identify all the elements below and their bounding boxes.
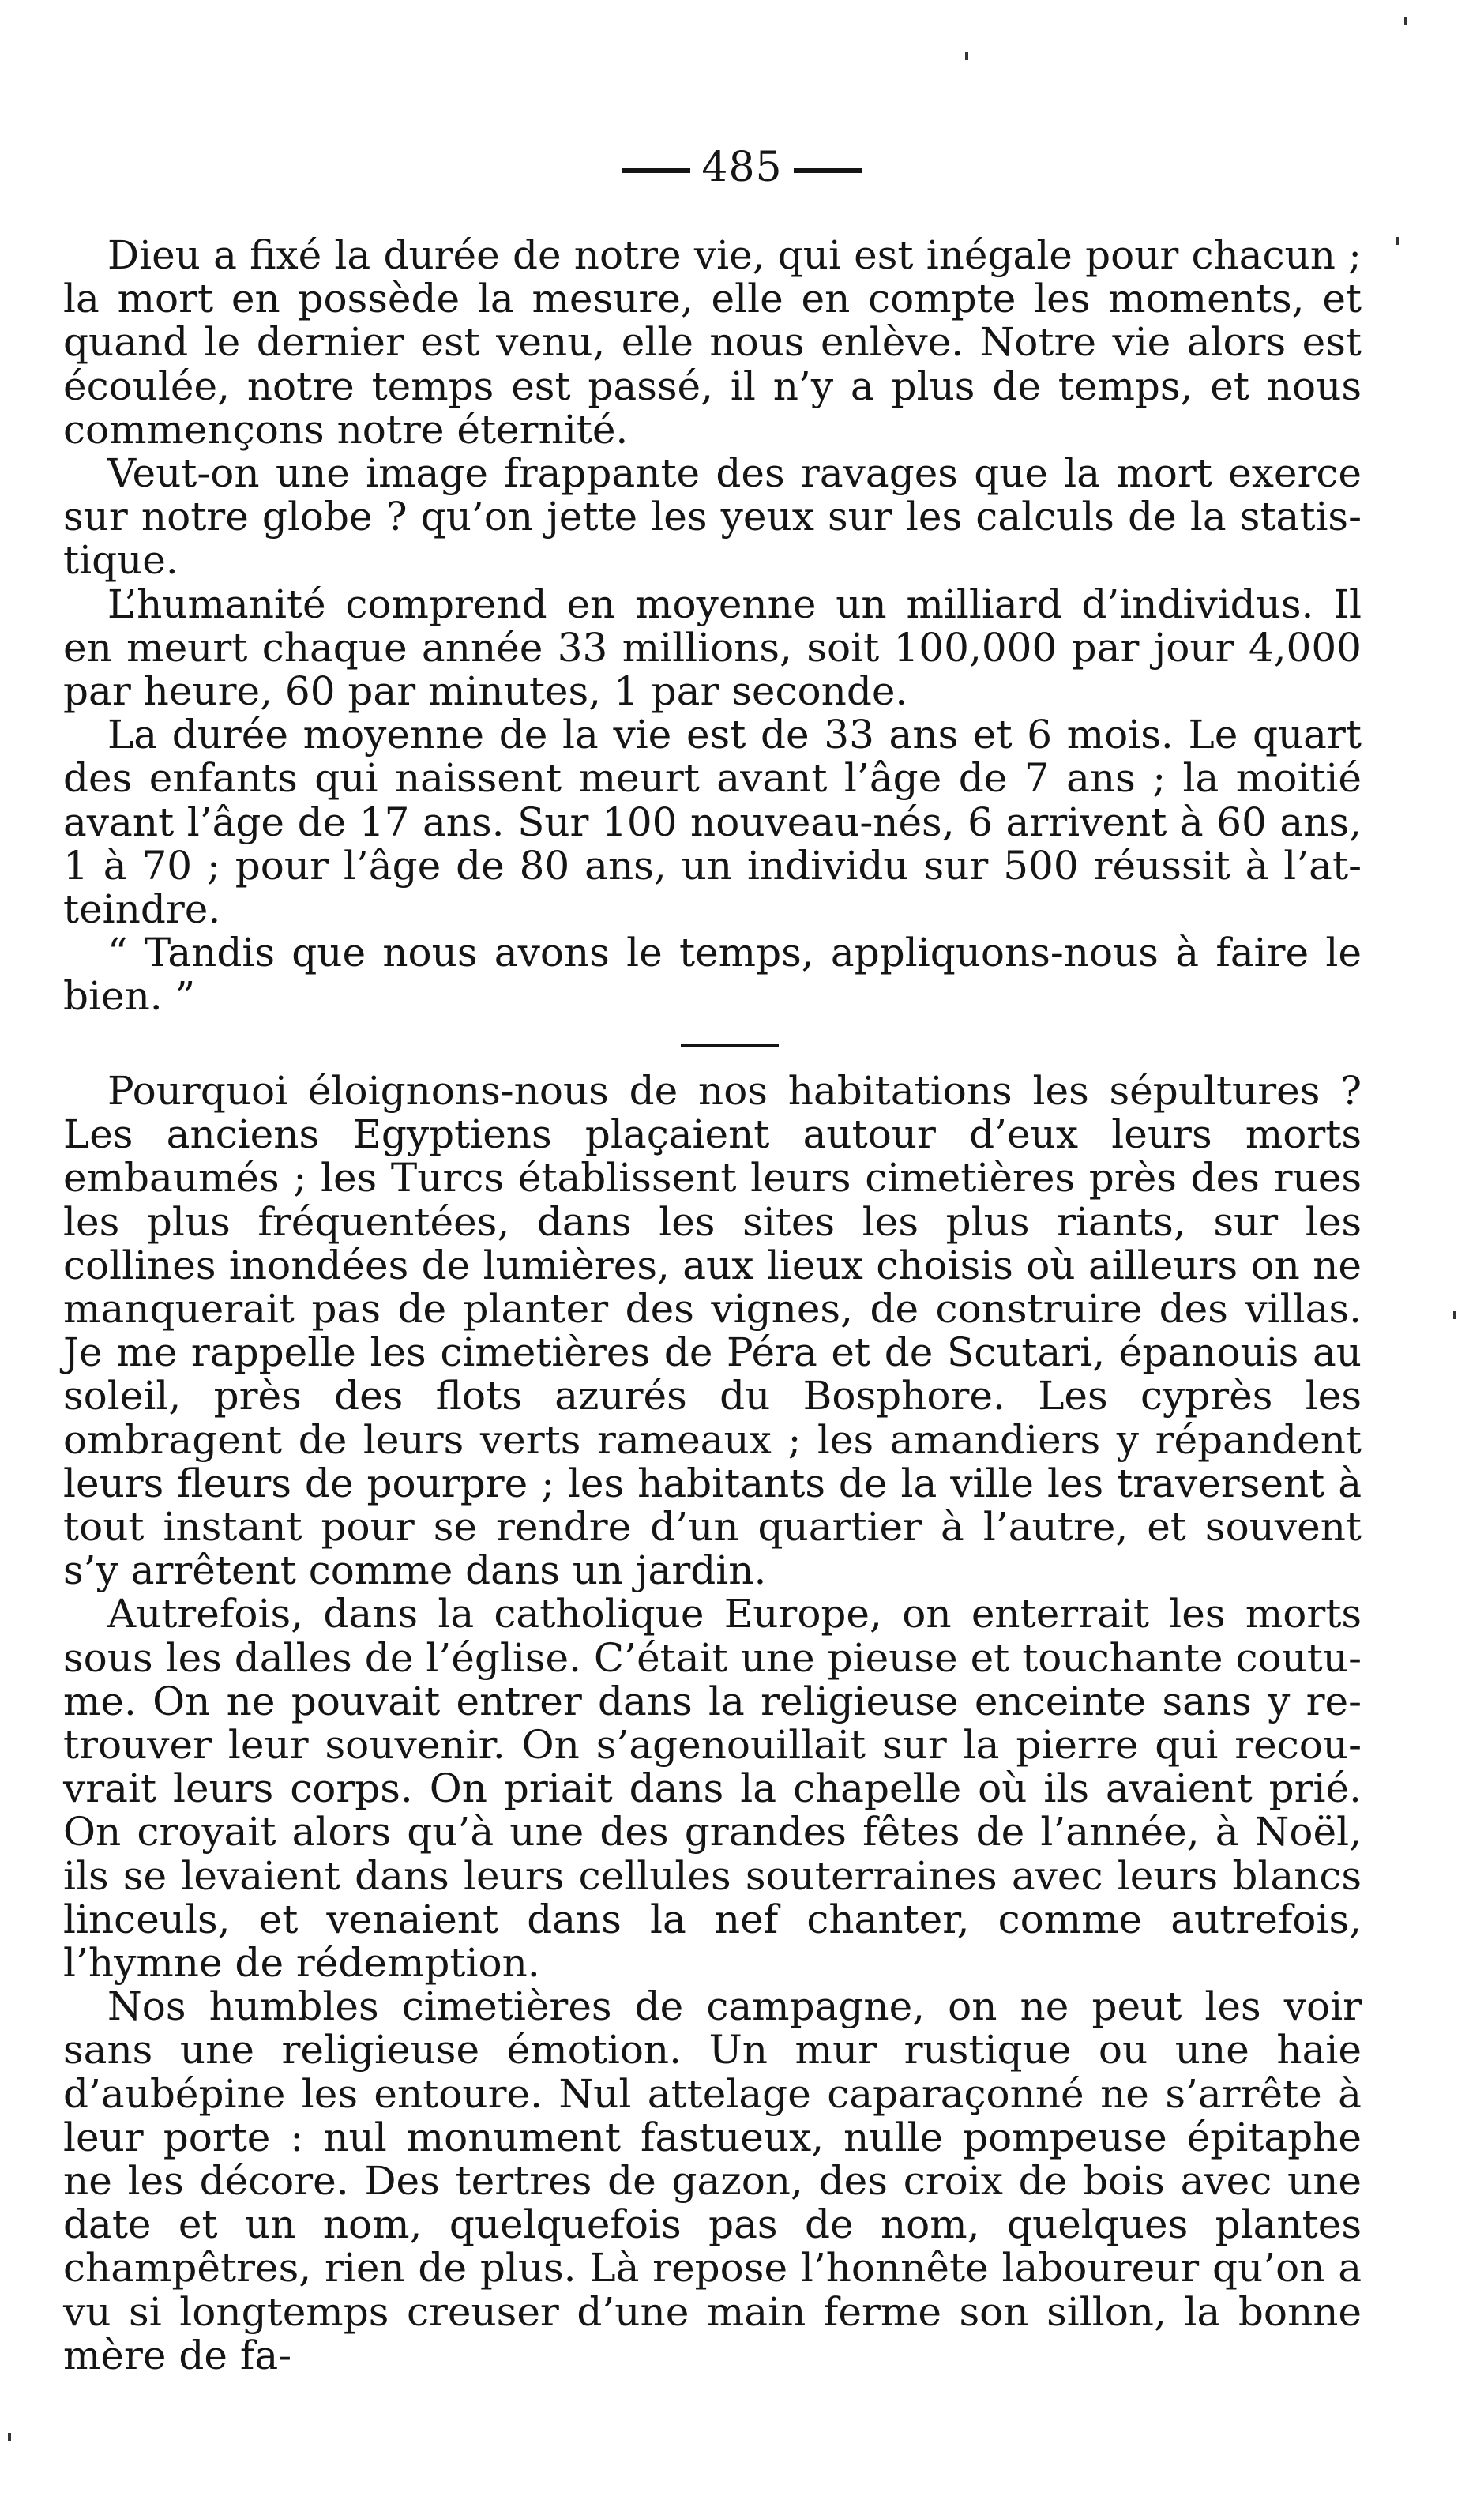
paragraph: Dieu a fixé la durée de notre vie, qui est inégale pour chacun ; la mort en possède la mesure, elle en compte les moments, et quand le dernier est venu, elle nous enlève. Notre vie alors est écoulée, notre temps est passé, il n’y a plus de temps, et nous commençons notre éternité. [63, 232, 1362, 453]
paragraph: L’humanité comprend en moyenne un milliard d’individus. Il en meurt chaque année 33 millions, soit 100,000 par jour 4,000 par heure, 60 par minutes, 1 par seconde. [63, 581, 1362, 715]
paragraph: Nos humbles cimetières de campagne, on ne peut les voir sans une religieuse émotion. Un mur rustique ou une haie d’aubépine les entoure. Nul attelage caparaçonné ne s’arrête à leur porte : nul monument fastueux, nulle pompeuse épitaphe ne les décore. Des tertres de gazon, des croix de bois avec une date et un nom, quelquefois pas de nom, quelques plantes champêtres, rien de plus. Là repose l’honnête laboureur qu’on a vu si longtemps creuser d’une main ferme son sillon, la bonne mère de fa- [63, 1983, 1362, 2378]
section-mortality [63, 234, 1362, 1019]
print-speck [1396, 237, 1399, 245]
paragraph: La durée moyenne de la vie est de 33 ans et 6 mois. Le quart des enfants qui naissent meurt avant l’âge de 7 ans ; la moitié avant l’âge de 17 ans. Sur 100 nouveau-nés, 6 arrivent à 60 ans, 1 à 70 ; pour l’âge de 80 ans, un individu sur 500 réussit à l’atteindre. [63, 712, 1362, 933]
section-cemeteries [63, 1070, 1362, 2378]
page-number-dash-left [622, 168, 690, 173]
print-speck [1453, 1311, 1456, 1319]
paragraph: Autrefois, dans la catholique Europe, on enterrait les morts sous les dalles de l’église. C’était une pieuse et touchante coutume. On ne pouvait entrer dans la religieuse enceinte sans y retrouver leur souvenir. On s’agenouillait sur la pierre qui recouvrait leurs corps. On priait dans la chapelle où ils avaient prié. On croyait alors qu’à une des grandes fêtes de l’année, à Noël, ils se levaient dans leurs cellules souterraines avec leurs blancs linceuls, et venaient dans la nef chanter, comme autrefois, l’hymne de rédemption. [63, 1591, 1362, 1987]
section-separator-rule [681, 1044, 779, 1047]
paragraph: “ Tandis que nous avons le temps, appliquons-nous à faire le bien. ” [63, 930, 1362, 1020]
print-speck [8, 2433, 11, 2441]
print-speck [1404, 17, 1407, 25]
paragraph: Pourquoi éloignons-nous de nos habitations les sépultures ? Les anciens Egyptiens plaçaient autour d’eux leurs morts embaumés ; les Turcs établissent leurs cimetières près des rues les plus fréquentées, dans les sites les plus riants, sur les collines inondées de lumières, aux lieux choisis où ailleurs on ne manquerait pas de planter des vignes, de construire des villas. Je me rappelle les cimetières de Péra et de Scutari, épanouis au soleil, près des flots azurés du Bosphore. Les cyprès les ombragent de leurs verts rameaux ; les amandiers y répandent leurs fleurs de pourpre ; les habitants de la ville les traversent à tout instant pour se rendre d’un quartier à l’autre, et souvent s’y arrêtent comme dans un jardin. [63, 1068, 1362, 1594]
paragraph: Veut-on une image frappante des ravages que la mort exerce sur notre globe ? qu’on jette les yeux sur les calculs de la statistique. [63, 450, 1362, 584]
page-number [0, 144, 1484, 191]
page-number-dash-right [794, 168, 862, 173]
print-speck [965, 52, 968, 60]
page-number-value: 485 [701, 144, 783, 191]
